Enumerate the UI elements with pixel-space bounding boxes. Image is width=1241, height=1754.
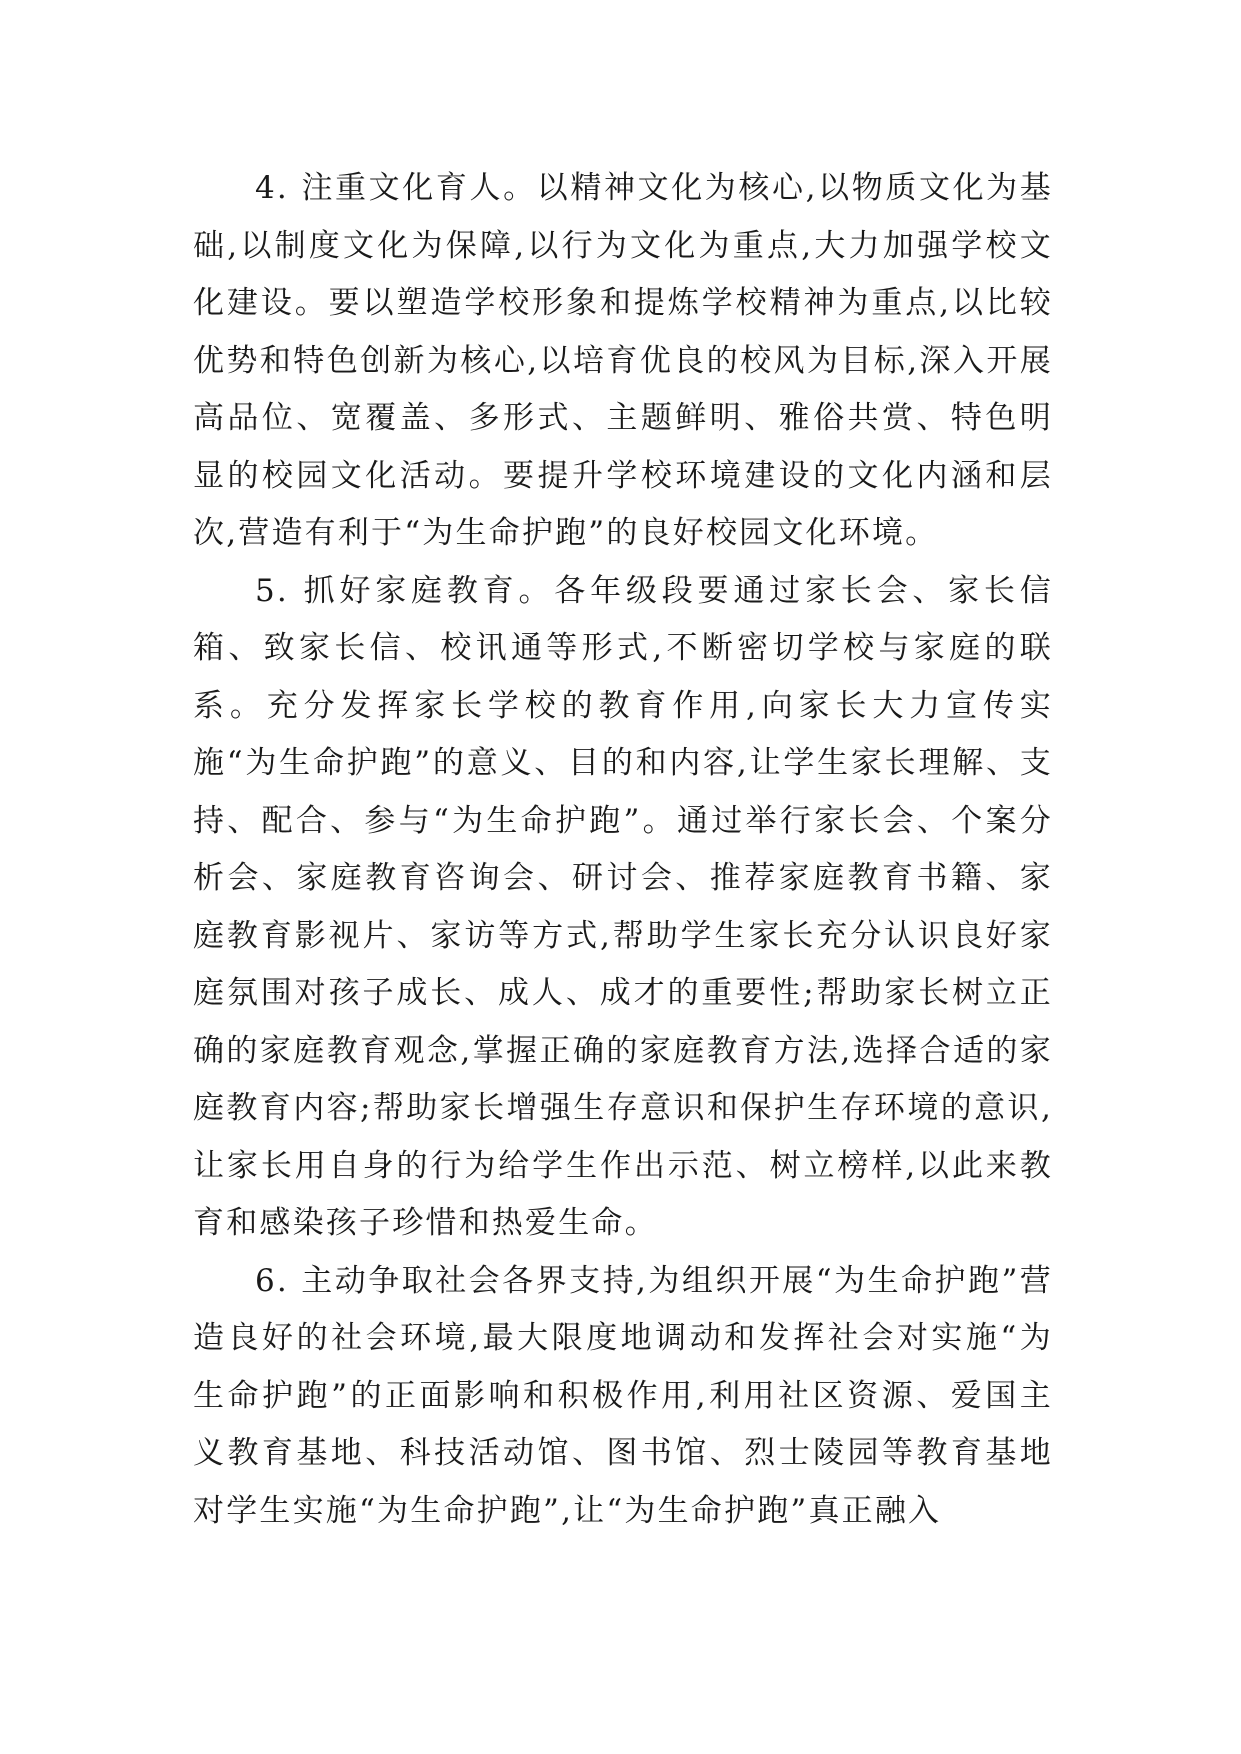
document-body <box>193 160 1053 1540</box>
paragraph-family-education: 5. 抓好家庭教育。各年级段要通过家长会、家长信箱、致家长信、校讯通等形式,不断密切学校与家庭的联系。充分发挥家长学校的教育作用,向家长大力宣传实施“为生命护跑”的意义、目的和内容,让学生家长理解、支持、配合、参与“为生命护跑”。通过举行家长会、个案分析会、家庭教育咨询会、研讨会、推荐家庭教育书籍、家庭教育影视片、家访等方式,帮助学生家长充分认识良好家庭氛围对孩子成长、成人、成才的重要性;帮助家长树立正确的家庭教育观念,掌握正确的家庭教育方法,选择合适的家庭教育内容;帮助家长增强生存意识和保护生存环境的意识,让家长用自身的行为给学生作出示范、树立榜样,以此来教育和感染孩子珍惜和热爱生命。 <box>193 572 1053 1241</box>
paragraph-social-support: 6. 主动争取社会各界支持,为组织开展“为生命护跑”营造良好的社会环境,最大限度地调动和发挥社会对实施“为生命护跑”的正面影响和积极作用,利用社区资源、爱国主义教育基地、科技活动馆、图书馆、烈士陵园等教育基地对学生实施“为生命护跑”,让“为生命护跑”真正融入 <box>193 1262 1053 1529</box>
paragraph-culture-education: 4. 注重文化育人。以精神文化为核心,以物质文化为基础,以制度文化为保障,以行为文化为重点,大力加强学校文化建设。要以塑造学校形象和提炼学校精神为重点,以比较优势和特色创新为核心,以培育优良的校风为目标,深入开展高品位、宽覆盖、多形式、主题鲜明、雅俗共赏、特色明显的校园文化活动。要提升学校环境建设的文化内涵和层次,营造有利于“为生命护跑”的良好校园文化环境。 <box>193 170 1053 551</box>
